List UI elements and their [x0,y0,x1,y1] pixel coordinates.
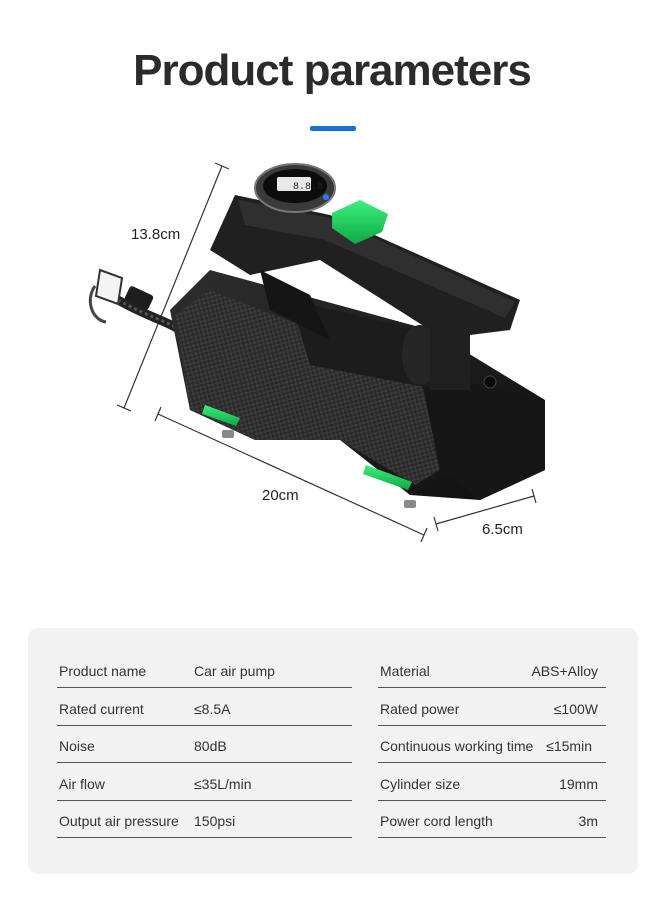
air-pump-product-image [0,150,664,550]
spec-label: Noise [59,738,95,754]
pump-body [170,164,545,508]
spec-label: Air flow [59,776,105,792]
spec-label: Product name [59,663,147,679]
spec-value: Car air pump [194,663,275,679]
spec-value: 150psi [194,813,236,829]
spec-label: Rated current [59,701,144,717]
spec-value: ≤8.5A [194,701,231,717]
spec-label: Rated power [380,701,460,717]
height-label: 13.8cm [131,226,181,243]
title-underline [310,126,356,131]
row-divider [378,837,606,838]
spec-value: ≤15min [546,738,592,754]
row-divider [57,725,352,726]
row-divider [378,762,606,763]
width-label: 6.5cm [482,521,523,538]
spec-value: 19mm [559,776,598,792]
spec-label: Power cord length [380,813,493,829]
spec-label: Material [380,663,430,679]
spec-value: 3m [578,813,598,829]
row-divider [57,762,352,763]
row-divider [57,687,352,688]
row-divider [378,687,606,688]
spec-label: Cylinder size [380,776,461,792]
row-divider [378,725,606,726]
row-divider [378,800,606,801]
spec-value: 80dB [194,738,227,754]
spec-value: ABS+Alloy [531,663,598,679]
page-title: Product parameters [133,46,531,95]
spec-label: Output air pressure [59,813,179,829]
spec-label: Continuous working time [380,738,534,754]
length-label: 20cm [262,487,299,504]
row-divider [57,800,352,801]
row-divider [57,837,352,838]
gauge-display: 8.8.8 [293,182,324,193]
spec-value: ≤35L/min [194,776,252,792]
air-hose [90,270,180,330]
spec-value: ≤100W [553,701,598,717]
